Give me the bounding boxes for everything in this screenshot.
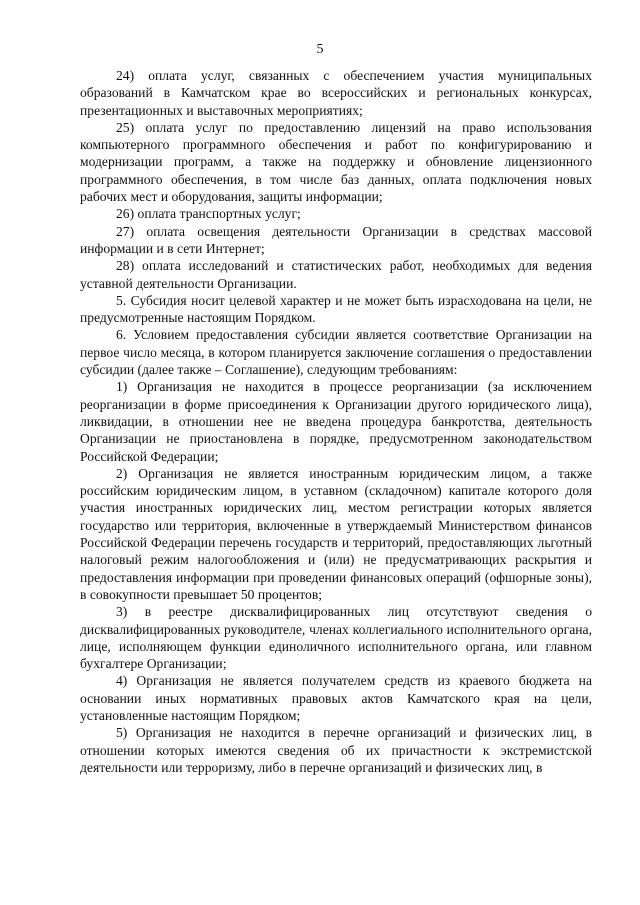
paragraph-item-24: 24) оплата услуг, связанных с обеспечением участия муниципальных образований в Камчатском крае во всероссийских и региональных конкурсах, презентационных и выставочных мероприятиях; <box>80 68 592 118</box>
page-number: 5 <box>316 42 324 57</box>
paragraph-item-27: 27) оплата освещения деятельности Организации в средствах массовой информации и в сети Интернет; <box>80 223 592 256</box>
paragraph-item-26: 26) оплата транспортных услуг; <box>116 206 301 222</box>
document-body <box>80 67 592 776</box>
paragraph-requirement-1: 1) Организация не находится в процессе реорганизации (за исключением реорганизации в форме присоединения к Организации другого юридического лица), ликвидации, в отношении нее не введена процедура банкротства, деятельность Организации не приостановлена в порядке, предусмотренном законодательством Российской Федерации; <box>80 379 592 464</box>
paragraph-requirement-2: 2) Организация не является иностранным юридическим лицом, а также российским юридическим лицом, в уставном (складочном) капитале которого доля участия иностранных юридических лиц, местом регистрации которых является государство или территория, включенные в утверждаемый Министерством финансов Российской Федерации перечень государств и территорий, предоставляющих льготный налоговый режим налогообложения и (или) не предусматривающих раскрытия и предоставления информации при проведении финансовых операций (офшорные зоны), в совокупности превышает 50 процентов; <box>80 465 592 602</box>
paragraph-requirement-3: 3) в реестре дисквалифицированных лиц отсутствуют сведения о дисквалифицированных руководителе, членах коллегиального исполнительного органа, лице, исполняющем функции единоличного исполнительного органа, или главном бухгалтере Организации; <box>80 604 592 672</box>
paragraph-clause-6: 6. Условием предоставления субсидии является соответствие Организации на первое число месяца, в котором планируется заключение соглашения о предоставлении субсидии (далее также – Соглашение), следующим требованиям: <box>80 327 592 378</box>
paragraph-item-28: 28) оплата исследований и статистических работ, необходимых для ведения уставной деятельности Организации. <box>80 258 592 291</box>
paragraph-clause-5: 5. Субсидия носит целевой характер и не может быть израсходована на цели, не предусмотренные настоящим Порядком. <box>80 292 592 326</box>
paragraph-requirement-5: 5) Организация не находится в перечне организаций и физических лиц, в отношении которых имеются сведения об их причастности к экстремистской деятельности или терроризму, либо в перечне организаций и физических лиц, в <box>80 725 592 775</box>
paragraph-requirement-4: 4) Организация не является получателем средств из краевого бюджета на основании иных нормативных правовых актов Камчатского края на цели, установленные настоящим Порядком; <box>80 673 592 723</box>
paragraph-item-25: 25) оплата услуг по предоставлению лицензий на право использования компьютерного программного обеспечения и работ по конфигурированию и модернизации программ, а также на поддержку и обновление лицензионного программного обеспечения, в том числе баз данных, оплата подключения новых рабочих мест и оборудования, защиты информации; <box>80 119 592 205</box>
